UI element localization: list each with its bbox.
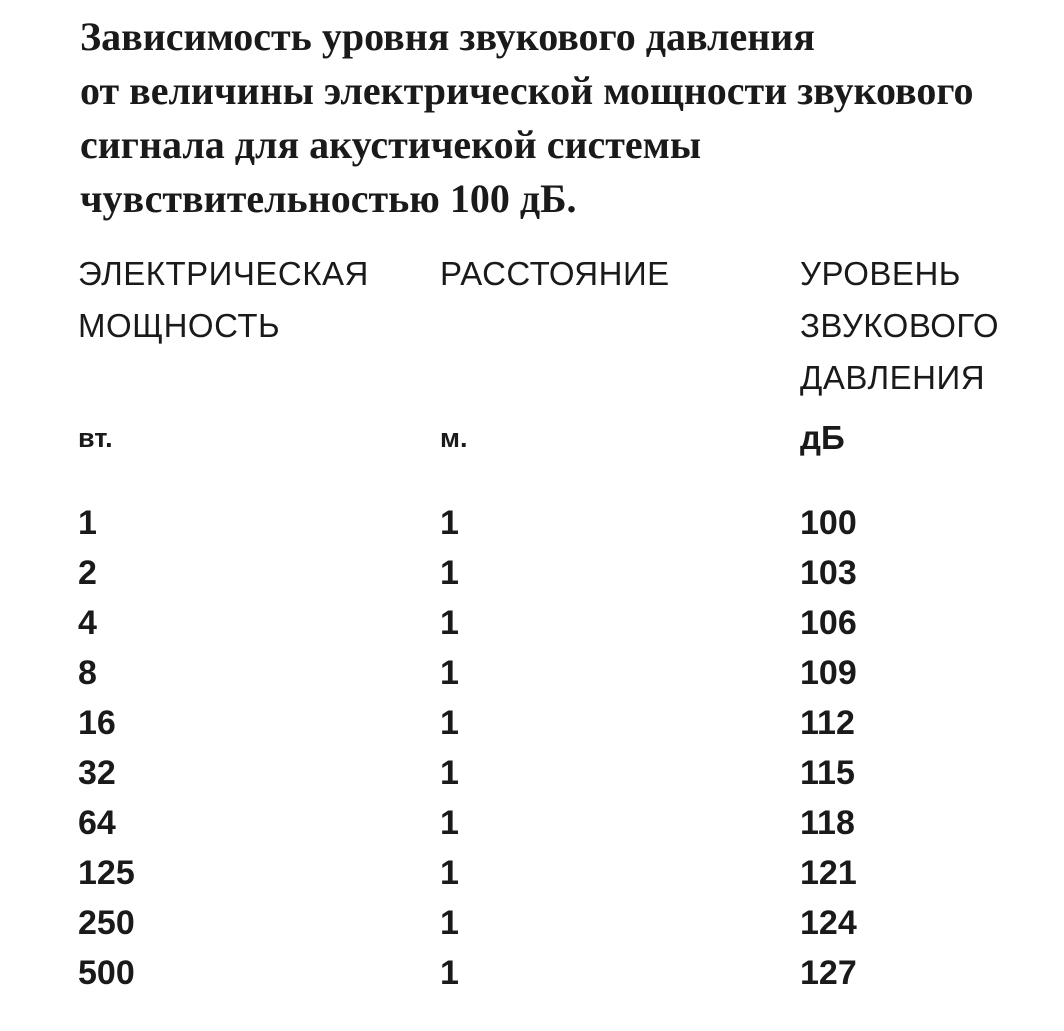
cell-power: 16 [78,704,116,742]
table-row [78,548,1048,598]
table-row [78,648,1048,698]
cell-distance: 1 [440,654,459,692]
cell-spl: 127 [800,954,857,992]
cell-power: 64 [78,804,116,842]
cell-spl: 121 [800,854,857,892]
cell-spl: 109 [800,654,857,692]
cell-spl: 115 [800,754,855,792]
cell-spl: 124 [800,904,857,942]
table-row [78,598,1048,648]
unit-decibels: дБ [800,419,845,456]
title-line: чувствительностью 100 дБ. [80,176,577,221]
title-line: Зависимость уровня звукового давления [80,14,815,59]
cell-spl: 100 [800,504,857,542]
header-distance: РАССТОЯНИЕ [440,255,670,292]
cell-distance: 1 [440,604,459,642]
title-line: от величины электрической мощности звукового [80,68,974,113]
cell-spl: 103 [800,554,857,592]
cell-spl: 118 [800,804,855,842]
cell-spl: 106 [800,604,857,642]
cell-power: 250 [78,904,135,942]
table-row [78,848,1048,898]
cell-power: 4 [78,604,97,642]
table-body [78,498,1048,998]
table-units-row [78,413,1048,463]
table-row [78,948,1048,998]
cell-distance: 1 [440,554,459,592]
table-row [78,748,1048,798]
cell-power: 500 [78,954,135,992]
cell-power: 1 [78,504,97,542]
table-row [78,798,1048,848]
cell-distance: 1 [440,804,459,842]
cell-distance: 1 [440,904,459,942]
table-header-row [78,248,1048,413]
data-table [78,248,1048,992]
cell-power: 2 [78,554,97,592]
table-row [78,498,1048,548]
cell-power: 125 [78,854,135,892]
cell-distance: 1 [440,754,459,792]
document-title [80,10,1055,226]
header-electric-power: ЭЛЕКТРИЧЕСКАЯ МОЩНОСТЬ [78,255,369,344]
unit-meters: м. [440,423,468,453]
title-line: сигнала для акустичекой системы [80,122,702,167]
cell-power: 32 [78,754,116,792]
cell-spl: 112 [800,704,855,742]
unit-watts: вт. [78,423,113,453]
table-row [78,698,1048,748]
table-row [78,898,1048,948]
header-sound-pressure-level: УРОВЕНЬ ЗВУКОВОГО ДАВЛЕНИЯ [800,255,1000,396]
cell-distance: 1 [440,854,459,892]
cell-distance: 1 [440,704,459,742]
cell-power: 8 [78,654,97,692]
cell-distance: 1 [440,504,459,542]
cell-distance: 1 [440,954,459,992]
